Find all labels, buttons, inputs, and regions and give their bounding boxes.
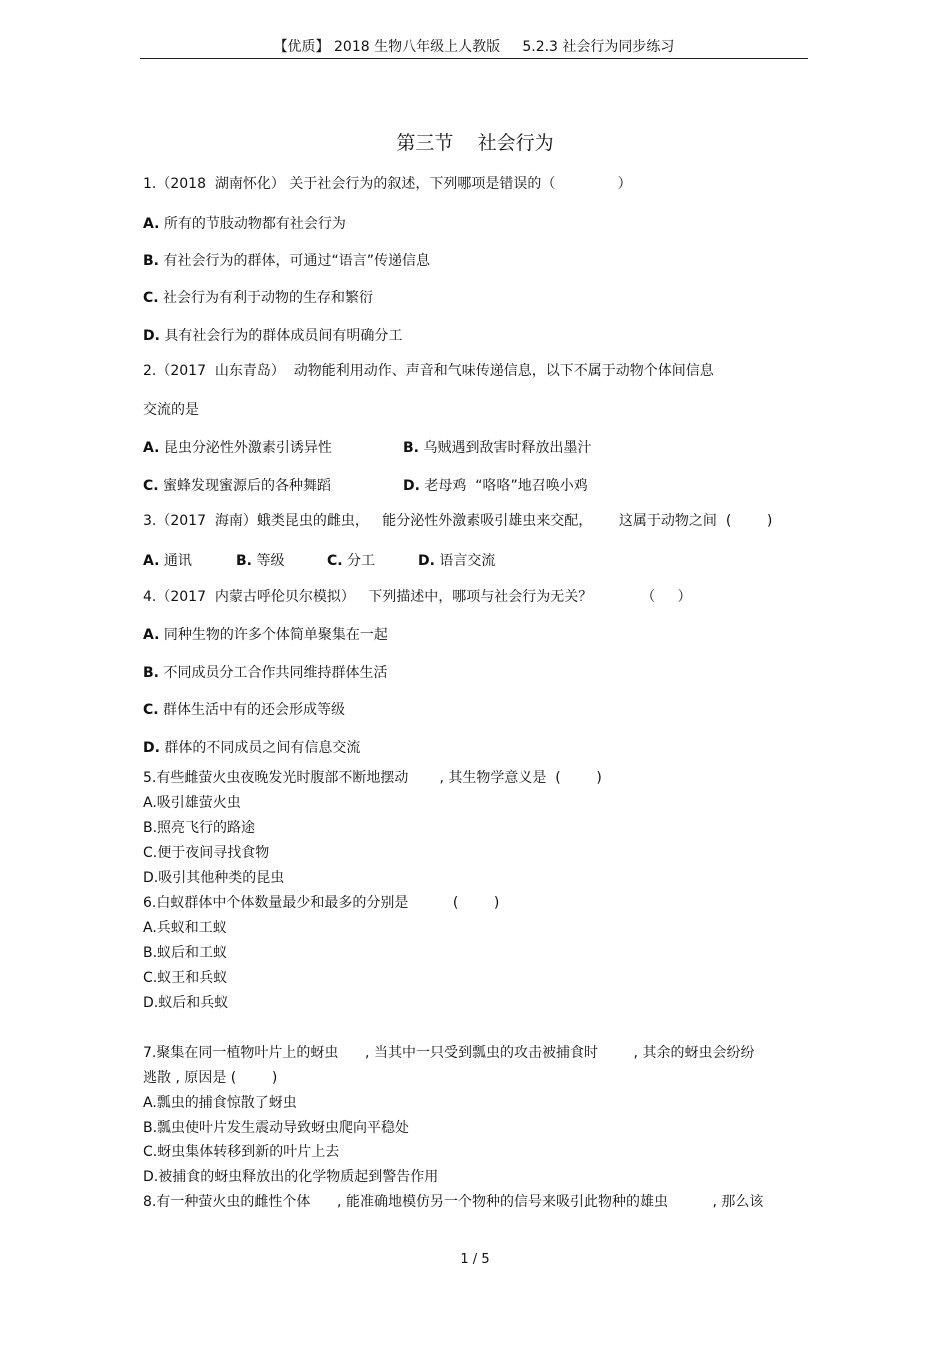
question-5-option-d: D.吸引其他种类的昆虫 [143, 870, 285, 886]
question-1-option-d: D. 具有社会行为的群体成员间有明确分工 [143, 328, 403, 344]
question-1-option-a: A. 所有的节肢动物都有社会行为 [143, 216, 346, 232]
question-6-stem: 6.白蚁群体中个体数量最少和最多的分别是 ( ) [143, 895, 500, 911]
page-title: 第三节 社会行为 [396, 132, 554, 154]
question-1-stem: 1.（2018 湖南怀化） 关于社会行为的叙述，下列哪项是错误的（ ） [143, 176, 632, 192]
question-7-option-a: A.瓢虫的捕食惊散了蚜虫 [143, 1095, 297, 1111]
header-rule [140, 58, 808, 59]
question-7-stem: 7.聚集在同一植物叶片上的蚜虫 , 当其中一只受到瓢虫的攻击被捕食时 , 其余的蚜虫会纷纷 [143, 1045, 755, 1061]
question-6-option-c: C.蚁王和兵蚁 [143, 970, 228, 986]
question-3-option-a: A. 通讯 [143, 553, 192, 569]
question-2-option-d: D. 老母鸡 “咯咯”地召唤小鸡 [403, 478, 588, 494]
question-5-option-b: B.照亮飞行的路途 [143, 820, 256, 836]
question-2-stem-continued: 交流的是 [143, 402, 199, 418]
question-3-option-d: D. 语言交流 [418, 553, 496, 569]
question-4-option-a: A. 同种生物的许多个体简单聚集在一起 [143, 627, 388, 643]
question-4-option-c: C. 群体生活中有的还会形成等级 [143, 702, 346, 718]
question-7-stem-continued: 逃散 , 原因是 ( ) [143, 1070, 278, 1086]
question-2-option-b: B. 乌贼遇到敌害时释放出墨汁 [403, 440, 592, 456]
question-8-stem: 8.有一种萤火虫的雌性个体 , 能准确地模仿另一个物种的信号来吸引此物种的雄虫 , 那么该 [143, 1194, 764, 1210]
question-7-option-b: B.瓢虫使叶片发生震动导致蚜虫爬向平稳处 [143, 1120, 410, 1136]
question-5-option-a: A.吸引雄萤火虫 [143, 795, 241, 811]
page-number: 1 / 5 [460, 1252, 490, 1267]
question-6-option-a: A.兵蚁和工蚁 [143, 920, 227, 936]
question-1-option-b: B. 有社会行为的群体，可通过“语言”传递信息 [143, 253, 430, 269]
question-6-option-b: B.蚁后和工蚁 [143, 945, 228, 961]
question-7-option-c: C.蚜虫集体转移到新的叶片上去 [143, 1144, 340, 1160]
question-7-option-d: D.被捕食的蚜虫释放出的化学物质起到警告作用 [143, 1169, 439, 1185]
running-header: 【优质】 2018 生物八年级上人教版 5.2.3 社会行为同步练习 [273, 39, 675, 55]
question-4-stem: 4.（2017 内蒙古呼伦贝尔模拟） 下列描述中，哪项与社会行为无关？ （ ） [143, 589, 692, 605]
question-4-option-b: B. 不同成员分工合作共同维持群体生活 [143, 665, 388, 681]
question-2-stem: 2.（2017 山东青岛） 动物能利用动作、声音和气味传递信息，以下不属于动物个体间信息 [143, 363, 714, 379]
question-3-option-c: C. 分工 [327, 553, 376, 569]
question-1-option-c: C. 社会行为有利于动物的生存和繁衍 [143, 290, 374, 306]
question-2-option-c: C. 蜜蜂发现蜜源后的各种舞蹈 [143, 478, 332, 494]
question-5-stem: 5.有些雌萤火虫夜晚发光时腹部不断地摆动 , 其生物学意义是 ( ) [143, 770, 602, 786]
question-3-option-b: B. 等级 [236, 553, 285, 569]
question-3-stem: 3.（2017 海南）蛾类昆虫的雌虫， 能分泌性外激素吸引雄虫来交配， 这属于动物之间 ( ) [143, 513, 773, 529]
question-6-option-d: D.蚁后和兵蚁 [143, 995, 229, 1011]
question-2-option-a: A. 昆虫分泌性外激素引诱异性 [143, 440, 332, 456]
question-4-option-d: D. 群体的不同成员之间有信息交流 [143, 740, 361, 756]
question-5-option-c: C.便于夜间寻找食物 [143, 845, 270, 861]
